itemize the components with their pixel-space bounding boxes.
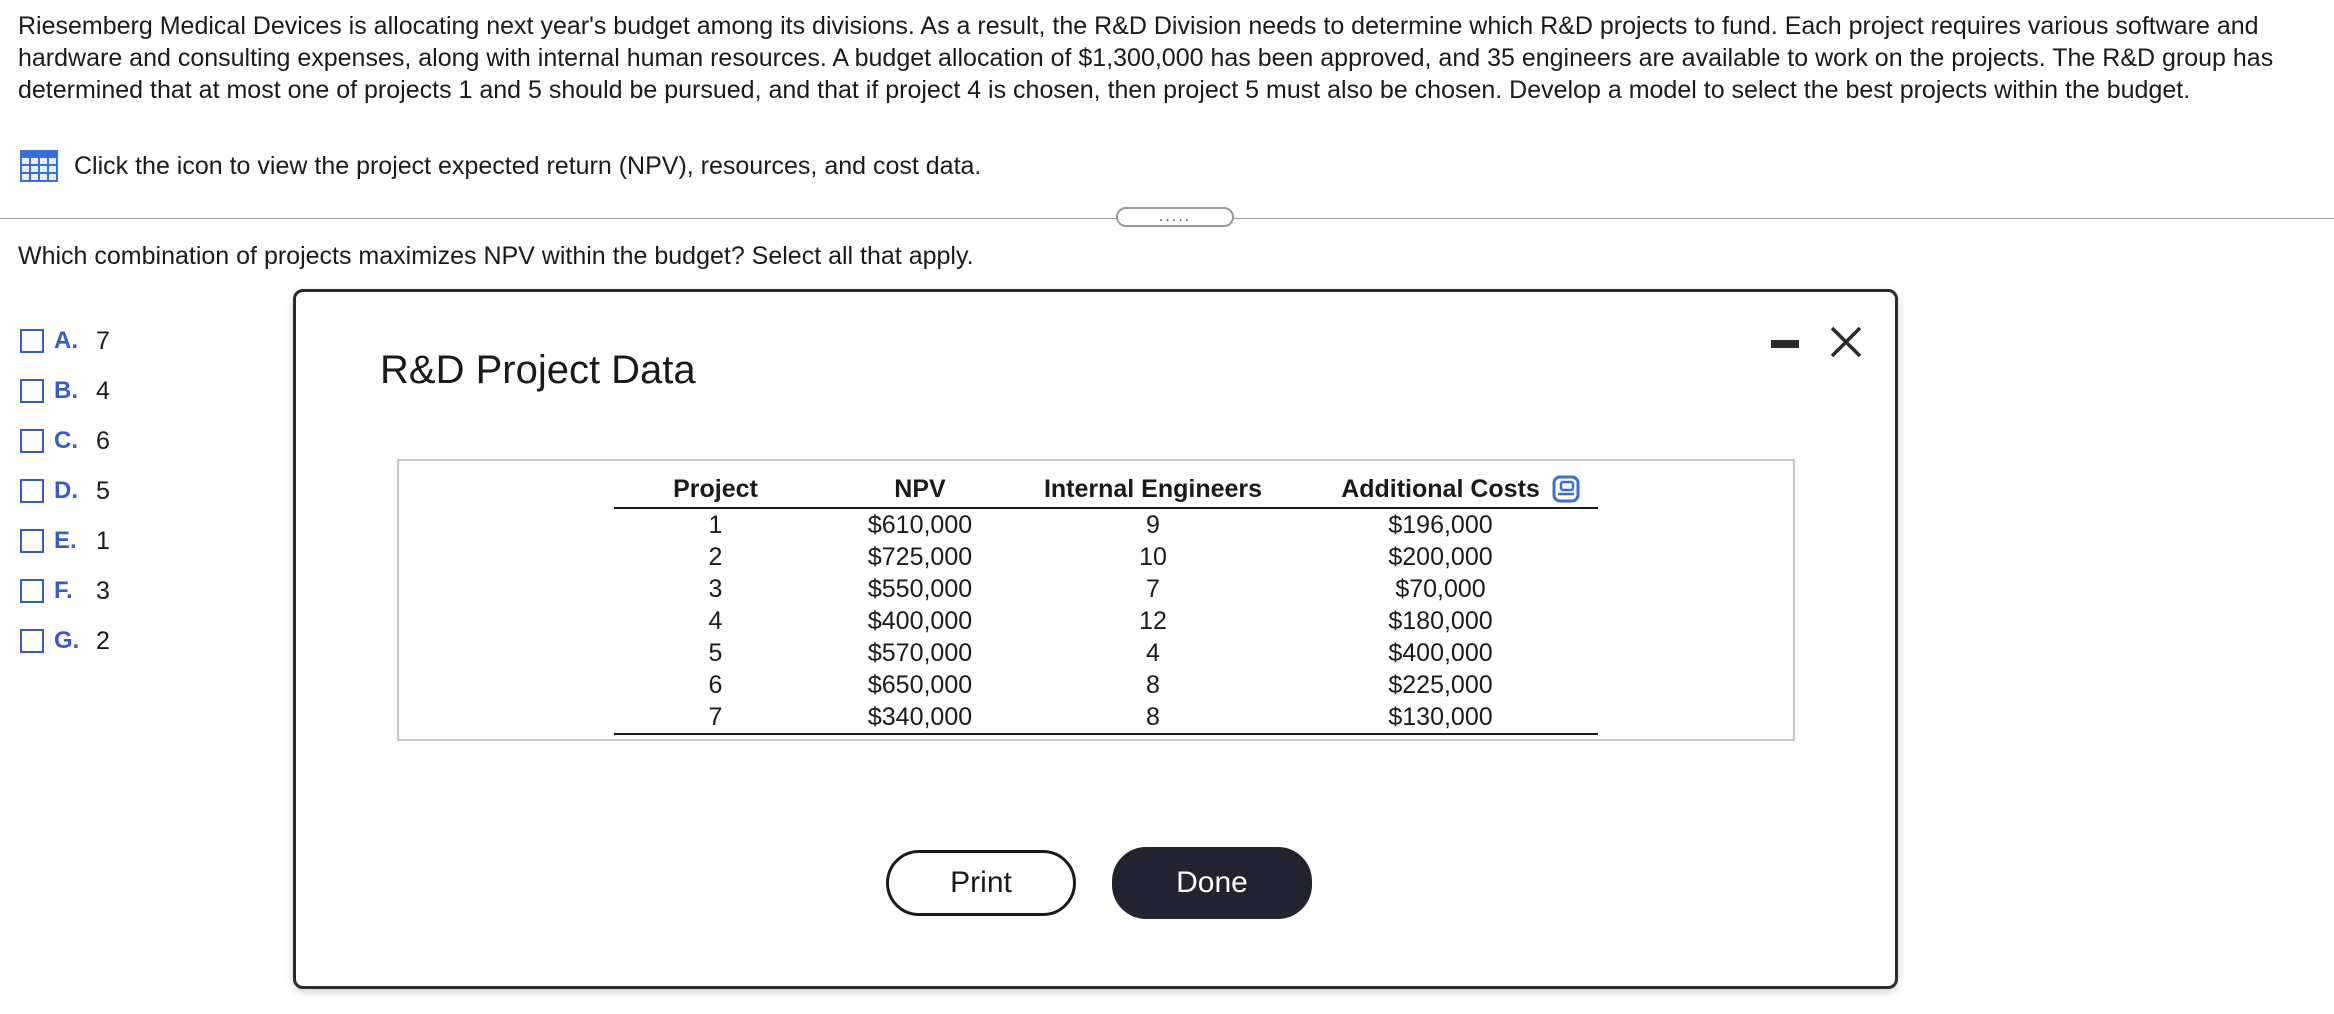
option-letter: F. [54, 577, 73, 604]
checkbox-icon[interactable] [20, 579, 44, 603]
option-letter: E. [54, 527, 77, 554]
table-cell: 7 [1146, 575, 1160, 603]
checkbox-icon[interactable] [20, 329, 44, 353]
table-container [397, 459, 1795, 741]
project-data-table [614, 471, 1598, 735]
column-header: NPV [817, 471, 1023, 508]
table-cell: 3 [708, 575, 723, 603]
option-letter: C. [54, 427, 78, 454]
table-cell: $225,000 [1388, 671, 1493, 699]
table-cell: 5 [708, 639, 723, 667]
table-cell: $196,000 [1388, 511, 1493, 539]
table-cell: 1 [708, 511, 723, 539]
table-cell: $610,000 [867, 511, 973, 539]
minimize-icon[interactable] [1771, 340, 1799, 348]
table-row [614, 637, 1598, 669]
option-g[interactable] [20, 616, 110, 666]
project-data-dialog [293, 289, 1898, 989]
table-cell: 6 [708, 671, 723, 699]
question-text: Which combination of projects maximizes NPV within the budget? Select all that apply. [18, 242, 974, 270]
column-header: Additional Costs [1283, 471, 1598, 508]
checkbox-icon[interactable] [20, 479, 44, 503]
option-f[interactable] [20, 566, 110, 616]
table-row [614, 541, 1598, 573]
table-cell: 8 [1146, 671, 1160, 699]
table-row [614, 605, 1598, 637]
table-cell: 7 [614, 701, 817, 734]
table-row [614, 669, 1598, 701]
checkbox-icon[interactable] [20, 429, 44, 453]
option-value: 2 [96, 626, 110, 655]
option-e[interactable] [20, 516, 110, 566]
option-a[interactable] [20, 316, 110, 366]
table-cell: $550,000 [867, 575, 973, 603]
table-header-row [614, 471, 1598, 508]
table-cell: 4 [1146, 639, 1160, 667]
table-cell: $340,000 [817, 701, 1023, 734]
table-cell: 12 [1139, 607, 1167, 635]
option-value: 3 [96, 576, 110, 605]
table-row [614, 701, 1598, 734]
table-cell: $725,000 [867, 543, 973, 571]
checkbox-icon[interactable] [20, 529, 44, 553]
table-cell: 8 [1023, 701, 1283, 734]
option-d[interactable] [20, 466, 110, 516]
problem-statement: Riesemberg Medical Devices is allocating next year's budget among its divisions. As a result, the R&D Division needs to determine which R&D projects to fund. Each project requires various software and hardware and consulting expenses, along with internal human resources. A budget allocation of $1,300,000 has been approved, and 35 engineers are available to work on the projects. The R&D group has determined that at most one of projects 1 and 5 should be pursued, and that if project 4 is chosen, then project 5 must also be chosen. Develop a model to select the best projects within the budget. [18, 12, 2274, 104]
dialog-title: R&D Project Data [380, 348, 696, 392]
view-data-link[interactable] [20, 148, 981, 184]
print-button[interactable]: Print [886, 850, 1076, 916]
option-value: 7 [96, 326, 110, 355]
table-cell: $570,000 [867, 639, 973, 667]
option-value: 1 [96, 526, 110, 555]
option-b[interactable] [20, 366, 110, 416]
option-letter: A. [54, 327, 78, 354]
option-letter: G. [54, 627, 80, 654]
table-cell: 4 [708, 607, 723, 635]
option-value: 4 [96, 376, 110, 405]
close-icon[interactable] [1826, 322, 1866, 362]
option-value: 5 [96, 476, 110, 505]
table-cell: $200,000 [1388, 543, 1493, 571]
checkbox-icon[interactable] [20, 379, 44, 403]
table-row [614, 573, 1598, 605]
table-cell: 10 [1139, 543, 1167, 571]
done-button[interactable]: Done [1112, 847, 1312, 919]
table-cell: 9 [1146, 511, 1160, 539]
table-cell: $400,000 [1388, 639, 1493, 667]
table-cell: $400,000 [867, 607, 973, 635]
table-cell: $130,000 [1283, 701, 1598, 734]
table-cell: $180,000 [1388, 607, 1493, 635]
data-link-text[interactable]: Click the icon to view the project expected return (NPV), resources, and cost data. [74, 151, 982, 180]
column-header: Project [614, 471, 817, 508]
table-row [614, 508, 1598, 541]
option-c[interactable] [20, 416, 110, 466]
copy-to-spreadsheet-icon[interactable] [1552, 475, 1580, 503]
table-grid-icon[interactable] [20, 150, 58, 182]
table-cell: $70,000 [1395, 575, 1486, 603]
column-header: Internal Engineers [1023, 471, 1283, 508]
checkbox-icon[interactable] [20, 629, 44, 653]
divider-handle[interactable]: ..... [1116, 207, 1234, 227]
option-value: 6 [96, 426, 110, 455]
option-letter: D. [54, 477, 78, 504]
table-cell: 2 [708, 543, 723, 571]
option-letter: B. [54, 377, 78, 404]
answer-options [20, 316, 110, 666]
table-cell: $650,000 [867, 671, 973, 699]
